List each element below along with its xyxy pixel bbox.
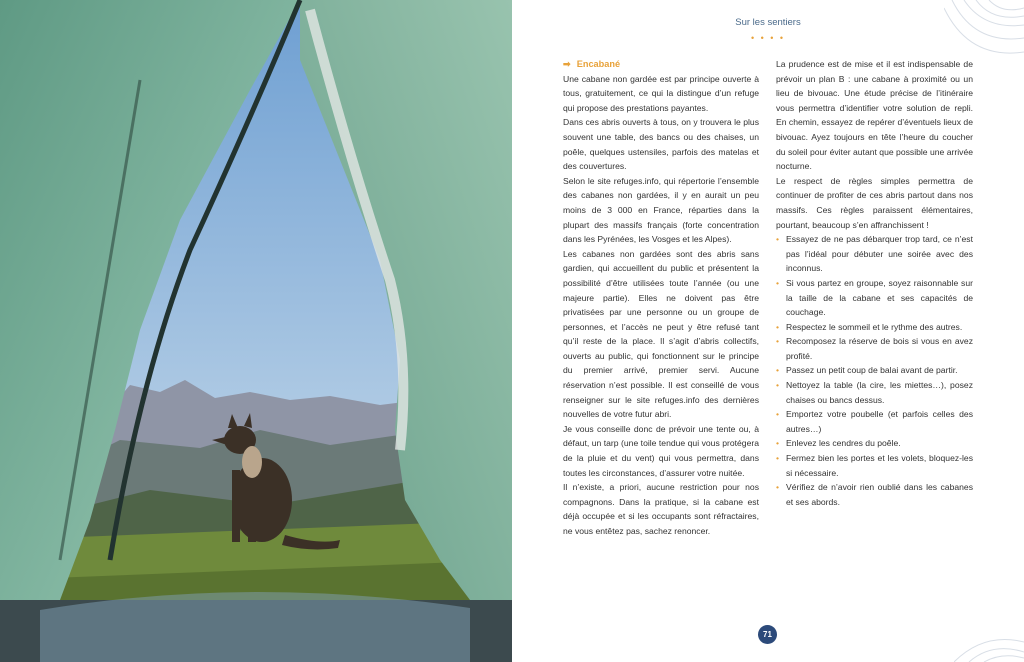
paragraph: Dans ces abris ouverts à tous, on y trouvera le plus souvent une table, des bancs ou des chaises, un poêle, quelques ustensiles, parfois des matelas et des couvertures. <box>563 117 759 172</box>
bullet-icon: • <box>776 409 780 420</box>
list-item <box>776 451 973 480</box>
list-item-text: Enlevez les cendres du poêle. <box>786 438 901 449</box>
list-item-text: Si vous partez en groupe, soyez raisonnable sur la taille de la cabane et ses capacités de couchage. <box>786 277 973 318</box>
arrow-icon: ➡ <box>563 59 571 69</box>
text-page <box>512 0 1024 662</box>
page-number: 71 <box>758 625 777 644</box>
list-item-text: Passez un petit coup de balai avant de partir. <box>786 365 958 376</box>
bullet-icon: • <box>776 336 780 347</box>
list-item-text: Recomposez la réserve de bois si vous en avez profité. <box>786 336 973 361</box>
list-item <box>776 378 973 407</box>
list-item-text: Emportez votre poubelle (et parfois celles des autres…) <box>786 409 973 434</box>
bullet-icon: • <box>776 380 780 391</box>
list-item <box>776 232 973 276</box>
paragraph: Selon le site refuges.info, qui répertorie l’ensemble des cabanes non gardées, il y en aurait un peu moins de 3 000 en France, réparties dans la plupart des massifs français (forte concentration dans les Pyrénées, les Vosges et les Alpes). <box>563 175 759 245</box>
list-item <box>776 436 973 451</box>
bullet-icon: • <box>776 365 780 376</box>
rules-list <box>776 232 973 509</box>
bullet-icon: • <box>776 234 780 245</box>
paragraph: Une cabane non gardée est par principe ouverte à tous, gratuitement, ce qui la distingue d’un refuge qui propose des prestations payantes. <box>563 73 759 113</box>
list-item <box>776 363 973 378</box>
list-item-text: Nettoyez la table (la cire, les miettes…), posez chaises ou bancs dessus. <box>786 380 973 405</box>
section-heading-text: Encabané <box>576 59 621 69</box>
paragraph: Je vous conseille donc de prévoir une tente ou, à défaut, un tarp (une toile tendue qui vous protégera de la pluie et du vent) qui vous permettra, dans toutes les circonstances, d’assurer votre nuitée. <box>563 423 759 478</box>
paragraph: Le respect de règles simples permettra de continuer de profiter de ces abris partout dans nos massifs. Ces règles paraissent élémentaires, pourtant, beaucoup s’en affranchissent ! <box>776 175 973 230</box>
running-title: Sur les sentiers <box>735 17 801 28</box>
right-column <box>776 57 973 509</box>
topographic-ornament-bottom <box>954 592 1024 662</box>
list-item <box>776 334 973 363</box>
list-item <box>776 480 973 509</box>
list-item-text: Fermez bien les portes et les volets, bloquez-les si nécessaire. <box>786 453 973 478</box>
bullet-icon: • <box>776 453 780 464</box>
bullet-icon: • <box>776 482 780 493</box>
list-item <box>776 320 973 335</box>
section-heading <box>563 57 759 72</box>
bullet-icon: • <box>776 277 780 288</box>
header-ornament: • • • • <box>750 33 786 43</box>
list-item-text: Vérifiez de n’avoir rien oublié dans les cabanes et ses abords. <box>786 482 973 507</box>
paragraph: Les cabanes non gardées sont des abris sans gardien, qui accueillent du public et présentent la possibilité d’être utilisées toute l’année (ou une majeure partie). Elles ne doivent pas être privatisées par une personne ou un groupe de personnes, et l’accès ne peut y être refusé tant qu’il reste de la place. Il s’agit d’abris collectifs, ouverts au public, qui fonctionnent sur le principe du premier arrivé, premier servi. Aucune réservation n’est possible. Il est conseillé de vous renseigner sur le site refuges.info des dernières nouvelles de votre futur abri. <box>563 248 759 420</box>
bullet-icon: • <box>776 438 780 449</box>
paragraph: La prudence est de mise et il est indispensable de prévoir un plan B : une cabane à proximité ou un lieu de bivouac. Une étude précise de l’itinéraire vous permettra d’identifier votre solution de repli. En chemin, essayez de repérer d’éventuels lieux de bivouac. Ayez toujours en tête l’heure du coucher du soleil pour éviter autant que possible une arrivée nocturne. <box>776 59 973 172</box>
paragraph: Il n’existe, a priori, aucune restriction pour nos compagnons. Dans la pratique, si la cabane est déjà occupée et si les occupants sont réfractaires, ne vous entêtez pas, sachez renoncer. <box>563 482 759 536</box>
list-item <box>776 276 973 320</box>
list-item <box>776 407 973 436</box>
bullet-icon: • <box>776 321 780 332</box>
list-item-text: Essayez de ne pas débarquer trop tard, ce n’est pas l’idéal pour débuter une soirée avec des inconnus. <box>786 234 973 274</box>
left-column <box>563 57 759 539</box>
list-item-text: Respectez le sommeil et le rythme des autres. <box>786 321 963 332</box>
